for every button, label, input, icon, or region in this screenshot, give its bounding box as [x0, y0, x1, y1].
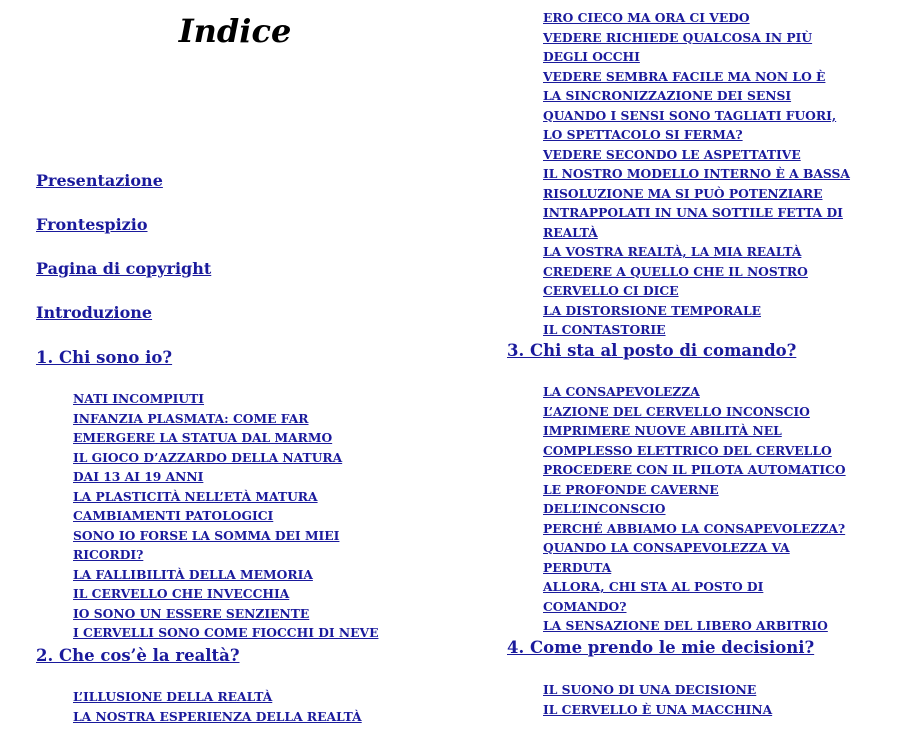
toc-section-link[interactable]: LO SPETTACOLO SI FERMA?: [543, 127, 743, 142]
toc-section-link[interactable]: LA CONSAPEVOLEZZA: [543, 384, 700, 399]
toc-section-link[interactable]: IL SUONO DI UNA DECISIONE: [543, 682, 757, 697]
toc-section-link[interactable]: VEDERE SEMBRA FACILE MA NON LO È: [543, 68, 826, 84]
toc-section-link[interactable]: CREDERE A QUELLO CHE IL NOSTRO: [543, 263, 808, 279]
toc-section-link[interactable]: IL CONTASTORIE: [543, 322, 666, 337]
toc-section-link[interactable]: VEDERE RICHIEDE QUALCOSA IN PIÙ: [543, 29, 813, 45]
toc-section-link[interactable]: IO SONO UN ESSERE SENZIENTE: [73, 605, 310, 621]
toc-link-presentazione[interactable]: Presentazione: [36, 171, 163, 190]
toc-section-link[interactable]: COMANDO?: [543, 598, 627, 614]
toc-section-link[interactable]: IL CERVELLO È UNA MACCHINA: [543, 701, 773, 717]
toc-section-link[interactable]: DEGLI OCCHI: [543, 49, 640, 64]
toc-section-link[interactable]: PERDUTA: [543, 559, 612, 575]
toc-link-introduzione[interactable]: Introduzione: [36, 303, 153, 322]
toc-section-link[interactable]: RISOLUZIONE MA SI PUÒ POTENZIARE: [543, 185, 823, 201]
toc-section-link[interactable]: EMERGERE LA STATUA DAL MARMO: [73, 430, 333, 445]
toc-section-link[interactable]: LA PLASTICITÀ NELL’ETÀ MATURA: [73, 488, 318, 504]
page-title: Indice: [178, 12, 292, 50]
chapter-1-sections: [73, 389, 378, 643]
toc-section-link[interactable]: LA FALLIBILITÀ DELLA MEMORIA: [73, 566, 313, 582]
toc-section-link[interactable]: LE PROFONDE CAVERNE: [543, 481, 719, 497]
toc-section-link[interactable]: QUANDO LA CONSAPEVOLEZZA VA: [543, 540, 790, 555]
toc-section-link[interactable]: DAI 13 AI 19 ANNI: [73, 469, 204, 484]
toc-section-link[interactable]: IL GIOCO D’AZZARDO DELLA NATURA: [73, 449, 343, 465]
toc-section-link[interactable]: REALTÀ: [543, 224, 598, 240]
toc-section-link[interactable]: LA VOSTRA REALTÀ, LA MIA REALTÀ: [543, 244, 802, 259]
chapter-4-sections: [543, 680, 772, 719]
toc-link-frontespizio[interactable]: Frontespizio: [36, 215, 148, 234]
toc-section-link[interactable]: PROCEDERE CON IL PILOTA AUTOMATICO: [543, 462, 846, 477]
toc-section-link[interactable]: L’ILLUSIONE DELLA REALTÀ: [73, 689, 273, 704]
chapter-2-sections-right: [543, 8, 850, 340]
toc-section-link[interactable]: DELL’INCONSCIO: [543, 501, 666, 516]
toc-section-link[interactable]: LA DISTORSIONE TEMPORALE: [543, 302, 761, 318]
toc-section-link[interactable]: L’AZIONE DEL CERVELLO INCONSCIO: [543, 403, 810, 419]
toc-section-link[interactable]: SONO IO FORSE LA SOMMA DEI MIEI: [73, 527, 340, 543]
toc-section-link[interactable]: ALLORA, CHI STA AL POSTO DI: [543, 579, 764, 594]
toc-section-link[interactable]: ERO CIECO MA ORA CI VEDO: [543, 10, 750, 25]
toc-section-link[interactable]: LA SENSAZIONE DEL LIBERO ARBITRIO: [543, 618, 828, 633]
toc-section-link[interactable]: CERVELLO CI DICE: [543, 283, 679, 298]
toc-section-link[interactable]: LA SINCRONIZZAZIONE DEI SENSI: [543, 88, 792, 103]
toc-section-link[interactable]: NATI INCOMPIUTI: [73, 391, 205, 406]
toc-section-link[interactable]: COMPLESSO ELETTRICO DEL CERVELLO: [543, 442, 832, 458]
chapter-2-sections-left: [73, 687, 362, 726]
toc-section-link[interactable]: I CERVELLI SONO COME FIOCCHI DI NEVE: [73, 625, 379, 640]
toc-section-link[interactable]: RICORDI?: [73, 547, 144, 562]
toc-section-link[interactable]: QUANDO I SENSI SONO TAGLIATI FUORI,: [543, 107, 837, 123]
toc-chapter-2[interactable]: 2. Che cos’è la realtà?: [36, 646, 240, 665]
toc-section-link[interactable]: IMPRIMERE NUOVE ABILITÀ NEL: [543, 423, 782, 438]
toc-section-link[interactable]: IL NOSTRO MODELLO INTERNO È A BASSA: [543, 166, 850, 181]
toc-section-link[interactable]: CAMBIAMENTI PATOLOGICI: [73, 508, 274, 523]
toc-section-link[interactable]: INTRAPPOLATI IN UNA SOTTILE FETTA DI: [543, 205, 843, 220]
toc-section-link[interactable]: IL CERVELLO CHE INVECCHIA: [73, 586, 290, 601]
toc-chapter-3[interactable]: 3. Chi sta al posto di comando?: [507, 341, 797, 360]
toc-section-link[interactable]: VEDERE SECONDO LE ASPETTATIVE: [543, 146, 801, 162]
toc-chapter-4[interactable]: 4. Come prendo le mie decisioni?: [507, 638, 815, 657]
toc-section-link[interactable]: LA NOSTRA ESPERIENZA DELLA REALTÀ: [73, 708, 362, 724]
toc-chapter-1[interactable]: 1. Chi sono io?: [36, 348, 173, 367]
toc-section-link[interactable]: PERCHÉ ABBIAMO LA CONSAPEVOLEZZA?: [543, 520, 846, 536]
toc-section-link[interactable]: INFANZIA PLASMATA: COME FAR: [73, 410, 309, 426]
toc-link-copyright[interactable]: Pagina di copyright: [36, 259, 212, 278]
chapter-3-sections: [543, 382, 846, 636]
